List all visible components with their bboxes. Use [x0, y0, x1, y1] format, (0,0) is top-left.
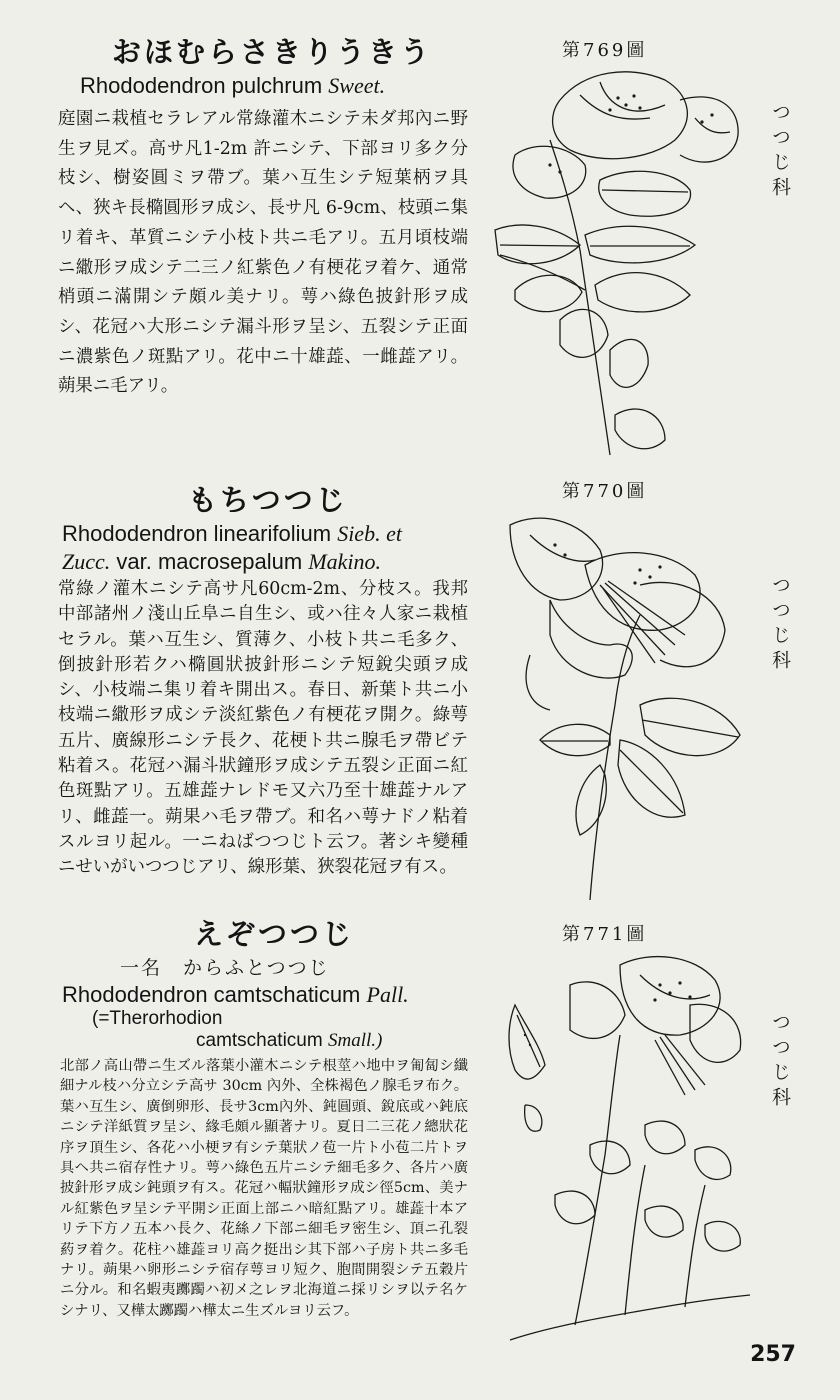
description-text: 庭園ニ栽植セラレアル常綠灌木ニシテ未ダ邦內ニ野生ヲ見ズ。高サ凡1-2m 許ニシテ、下部ヨリ多ク分枝シ、樹姿圓ミヲ帶ブ。葉ハ互生シテ短葉柄ヲ具ヘ、狹キ長橢圓形ヲ成シ、長サ凡 6-9cm、枝頭ニ集リ着キ、革質ニシテ小枝ト共ニ毛アリ。五月頃枝端ニ繖形ヲ成シテ二三ノ紅紫色ノ有梗花ヲ着ケ、通常梢頭ニ滿開シテ頗ル美ナリ。萼ハ綠色披針形ヲ成シ、花冠ハ大形ニシテ漏斗形ヲ呈シ、五裂シテ正面ニ濃紫色ノ斑點アリ。花中ニ十雄蕋、一雌蕋アリ。蒴果ニ毛アリ。: [58, 109, 468, 397]
scientific-name: [62, 982, 468, 1008]
figure-label: 第769圖: [562, 40, 648, 61]
description-text: 常綠ノ灌木ニシテ高サ凡60cm-2m、分枝ス。我邦中部諸州ノ淺山丘阜ニ自生シ、或ハ往々人家ニ栽植セラル。葉ハ互生シ、質薄ク、小枝ト共ニ毛多ク、倒披針形若クハ橢圓狀披針形ニシテ短銳尖頭ヲ成シ、小枝端ニ集リ着キ開出ス。春日、新葉ト共ニ小枝端ニ繖形ヲ成シテ淡紅紫色ノ有梗花ヲ開ク。綠萼五片、廣線形ニシテ長ク、花梗ト共ニ腺毛ヲ帶ビテ粘着ス。花冠ハ漏斗狀鐘形ヲ成シテ五裂シ正面ニ紅色斑點アリ。五雄蕋ナレドモ又六乃至十雄蕋ナルアリ、雌蕋一。蒴果ハ毛ヲ帶ブ。和名ハ萼ナドノ粘着スルヨリ起ル。一ニねばつつじト云フ。著シキ變種ニせいがいつつじアリ、線形葉、狹裂花冠ヲ有ス。: [58, 579, 468, 878]
sci-author: Makino.: [308, 549, 382, 574]
alternate-name: 一名 からふとつつじ: [120, 957, 330, 979]
entry-title: えぞつつじ: [194, 917, 355, 951]
family-label: つつじ科: [769, 102, 791, 202]
azalea-illustration-770: [490, 505, 760, 905]
entry-title: おほむらさきりうきう: [112, 35, 433, 69]
description-text: 北部ノ高山帶ニ生ズル落葉小灌木ニシテ根莖ハ地中ヲ匍匐シ纖細ナル枝ハ分立シテ高サ 30cm 內外、全株褐色ノ腺毛ヲ布ク。葉ハ互生シ、廣倒卵形、長サ3cm內外、鈍圓頭、銳底或ハ鈍底ニシテ洋紙質ヲ呈シ、緣毛頗ル顯著ナリ。夏日二三花ノ總狀花序ヲ頂生シ、各花ハ小梗ヲ有シテ葉狀ノ苞一片ト小苞二片トヲ具ヘ共ニ宿存性ナリ。萼ハ綠色五片ニシテ細毛多ク、各片ハ廣披針形ヲ成シ鈍頭ヲ有ス。花冠ハ輻狀鐘形ヲ成シ徑5cm、美ナル紅紫色ヲ呈シテ平開シ正面上部ニハ暗紅點アリ。雄蕋十本アリテ下方ノ五本ハ長ク、花絲ノ下部ニ細毛ヲ密生シ、頂ニ孔裂葯ヲ着ク。花柱ハ雄蕋ヨリ高ク挺出シ其下部ハ子房ト共ニ多毛ナリ。蒴果ハ卵形ニシテ宿存萼ヨリ短ク、胞間開裂シテ五穀片ニ分ル。和名蝦夷躑躅ハ初メ之レヲ北海道ニ採リシヲ以テ名ケシナリ、又樺太躑躅ハ樺太ニ生ズルヨリ云フ。: [60, 1058, 468, 1319]
scientific-name-variety: [62, 549, 468, 575]
sci-binomial: Rhododendron pulchrum: [80, 73, 323, 98]
page-number: 257: [750, 1342, 796, 1367]
synonym: (=Therorhodion: [92, 1008, 223, 1029]
sci-author: Sweet.: [328, 73, 386, 98]
sci-binomial: Rhododendron camtschaticum: [62, 982, 361, 1007]
azalea-illustration-769: [490, 60, 770, 460]
synonym-author: Small.): [327, 1030, 383, 1051]
sci-author: Zucc.: [62, 549, 111, 574]
sci-binomial: Rhododendron linearifolium: [62, 521, 332, 546]
sci-author: Pall.: [366, 982, 409, 1007]
entry-771: [58, 912, 468, 1321]
sci-author: Sieb. et: [337, 521, 402, 546]
figure-label: 第771圖: [562, 924, 648, 945]
entry-title: もちつつじ: [188, 483, 348, 517]
synonym-continued: [196, 1030, 468, 1052]
synonym-epithet: camtschaticum: [196, 1030, 323, 1051]
family-label: つつじ科: [769, 1012, 791, 1112]
family-label: つつじ科: [769, 575, 791, 675]
scientific-name: [62, 521, 468, 547]
entry-769: [58, 30, 468, 402]
azalea-illustration-771: [495, 945, 760, 1345]
entry-770: [58, 478, 468, 881]
scientific-name: [80, 73, 468, 99]
figure-label: 第770圖: [562, 481, 648, 502]
sci-variety: var. macrosepalum: [110, 549, 309, 574]
